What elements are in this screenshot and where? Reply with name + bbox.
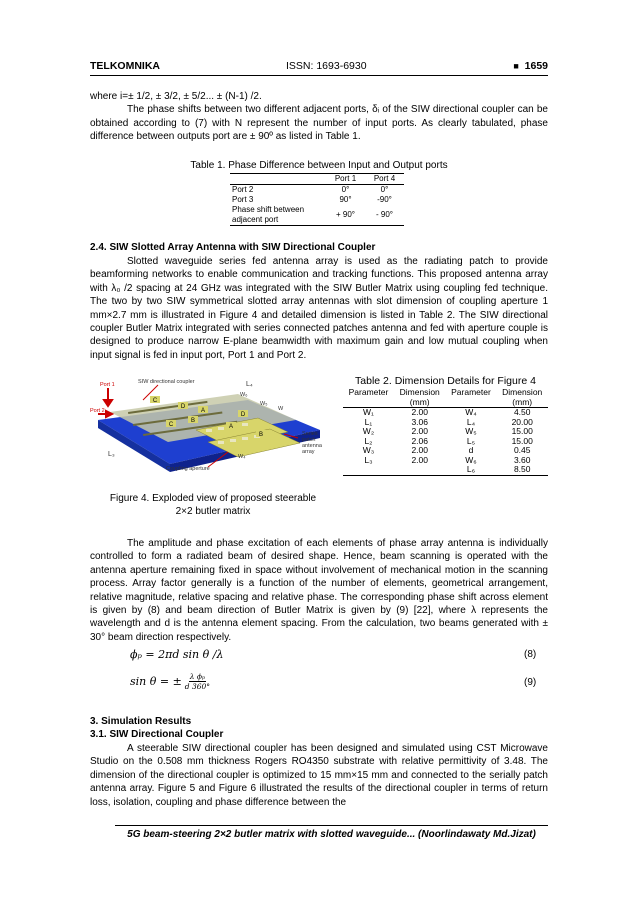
table-row: L₆ 8.50 [343, 465, 548, 475]
table-row: Port 3 90° -90° [232, 195, 392, 204]
svg-text:C: C [152, 398, 158, 404]
svg-text:D: D [180, 404, 186, 410]
table-row: L₂ 2.06 L₅ 15.00 [364, 435, 533, 446]
coupler-label: SIW directional coupler [138, 379, 195, 385]
page-number: ■ 1659 [513, 60, 548, 72]
running-header [90, 60, 548, 74]
port2-label: Port 2 [90, 408, 105, 414]
svg-text:L₃: L₃ [108, 451, 115, 458]
section-3-1-paragraph: A steerable SIW directional coupler has been designed and simulated using CST Microwave Studio on the 0.508 mm thickness Rogers RO4350 substrate with relative permittivity of 3.48. The dimension of the directional coupler is optimized to 15 mm×15 mm and connected to the serially patch antenna array. Figure 5 and Figure 6 illustrated the results of the directional coupler in terms of return loss, isolation, coupling and phase difference between the [90, 743, 548, 808]
intro-line: where i=± 1/2, ± 3/2, ± 5/2... ± (N-1) /2. [90, 91, 262, 102]
table1 [230, 173, 404, 226]
svg-text:A: A [200, 408, 206, 414]
figure4-image [88, 372, 328, 482]
section-2-4-paragraph: Slotted waveguide series fed antenna array is used as the radiating patch to provide beamforming networks to enable communication and tracking functions. This proposed antenna array with λ₀ /2 spacing at 24 GHz was integrated with the SIW Butler Matrix using coupling fed technique. The two by two SIW symmetrical slotted array antennas with slot dimension of coupling aperture 1 mm×2.7 mm is illustrated in Figure 4 and detailed dimension is listed in Table 2. The SIW directional coupler Butler Matrix integrated with series connected patches antenna and fed with aperture couple is designed to produce narrow E-plane beamwidth with maximum gain and low mutual coupling when input signal is fed in input port, Port 1 and Port 2. [90, 256, 548, 361]
equation-8: ϕₚ = 2πd sin θ /λ [130, 648, 224, 661]
equation-9-fraction: $\frac{\text{λ ϕₚ}}{d 360^\circ}$ [184, 672, 211, 691]
intro-block [90, 90, 548, 144]
section-3-1-heading: 3.1. SIW Directional Coupler [90, 729, 224, 740]
equation-8-number: (8) [524, 649, 537, 660]
amplitude-paragraph: The amplitude and phase excitation of each elements of phase array antenna is individually controlled to form a radiated beam of desired shape. Hence, beam scanning is operated with the antenna aperture remaining fixed in space without involvement of mechanical motion in the scanning process. Array factor generally is a function of the number of elements, geometrical arrangement, relative magnitude, relative spacing and relative phase. The corresponding phase shift across element is given by (8) and beam direction of Butler Matrix is given by (9) [22], where λ represents the wavelength and d is the antenna element spacing. From the calculation, two beams generated with ± 30° beam direction respectively. [90, 538, 548, 643]
table-row: L₃ 2.00 W₆ 3.60 [364, 454, 531, 465]
table2 [343, 388, 548, 476]
table-row: L₁ 3.06 L₄ 20.00 [364, 416, 533, 427]
table-row: Port 2 0° 0° [232, 185, 389, 194]
aperture-label: Coupling aperture [166, 466, 210, 472]
footer-rule [115, 825, 548, 826]
port1-label: Port 1 [100, 382, 115, 388]
svg-text:antenna: antenna [302, 443, 322, 449]
page-marker-icon: ■ [513, 61, 519, 71]
svg-text:B: B [258, 432, 264, 438]
svg-text:B: B [190, 418, 196, 424]
table-row: W₃ 2.00 d 0.45 [362, 445, 531, 455]
table2-caption: Table 2. Dimension Details for Figure 4 [355, 375, 536, 387]
section-2-4-heading: 2.4. SIW Slotted Array Antenna with SIW Directional Coupler [90, 242, 376, 253]
equation-9: sin θ = ± $\frac{\text{λ ϕₚ}}{d 360^\circ}$ [130, 672, 211, 691]
svg-text:D: D [240, 412, 246, 418]
section-3-heading: 3. Simulation Results [90, 716, 192, 727]
svg-text:W: W [278, 406, 284, 412]
svg-text:A: A [228, 424, 234, 430]
table-row: W₂ 2.00 W₅ 15.00 [362, 426, 533, 436]
svg-text:C: C [168, 422, 174, 428]
svg-text:Series: Series [302, 431, 318, 437]
svg-text:W₅: W₅ [260, 401, 268, 407]
table2-header-row-1: Parameter Dimension Parameter Dimension [348, 387, 543, 397]
intro-paragraph: The phase shifts between two different adjacent ports, δᵢ of the SIW directional coupler can be obtained according to (7) with N represent the number of input ports. As clearly tabulated, phase difference between outputs port are ± 90º as listed in Table 1. [90, 104, 548, 143]
table-row: Phase shift between adjacent port + 90° - 90° [230, 205, 404, 226]
running-footer: 5G beam-steering 2×2 butler matrix with slotted waveguide... (Noorlindawaty Md.Jizat) [127, 829, 536, 840]
svg-text:patch: patch [302, 437, 316, 443]
l4-label: L₄ [246, 381, 253, 388]
table1-header-row: Port 1 Port 4 [230, 174, 404, 185]
figure4-caption: Figure 4. Exploded view of proposed steerable 2×2 butler matrix [109, 493, 317, 517]
table-row: W₁ 2.00 W₄ 4.50 [363, 407, 531, 417]
svg-text:array: array [302, 449, 315, 455]
svg-text:W₄: W₄ [238, 454, 246, 460]
svg-text:W₆: W₆ [240, 392, 248, 398]
journal-name: TELKOMNIKA [90, 60, 160, 72]
table2-header-row-2: (mm) (mm) [343, 398, 548, 408]
issn: ISSN: 1693-6930 [286, 60, 367, 72]
header-rule [90, 75, 548, 76]
table1-caption: Table 1. Phase Difference between Input and Output ports [190, 160, 448, 171]
equation-9-number: (9) [524, 677, 537, 688]
